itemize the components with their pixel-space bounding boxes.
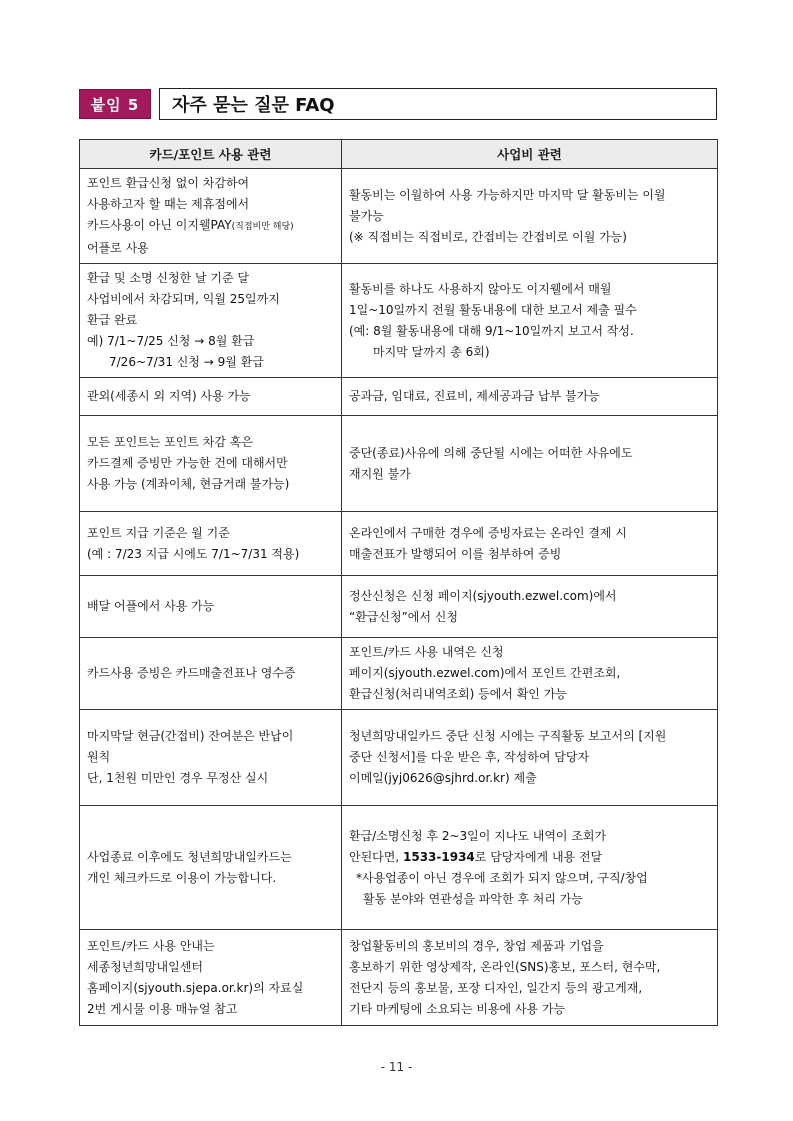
table-cell-right: 공과금, 임대료, 진료비, 제세공과금 납부 불가능 — [342, 378, 718, 416]
table-cell-right: 청년희망내일카드 중단 신청 시에는 구직활동 보고서의 [지원 중단 신청서]를 다운 받은 후, 작성하여 담당자 이메일(jyj0626@sjhrd.or.kr) 제출 — [342, 710, 718, 806]
table-cell-left: 마지막달 현금(간접비) 잔여분은 반납이 원칙 단, 1천원 미만인 경우 무정산 실시 — [80, 710, 342, 806]
table-row — [80, 930, 718, 1026]
table-cell-left: 관외(세종시 외 지역) 사용 가능 — [80, 378, 342, 416]
table-row — [80, 416, 718, 512]
table-cell-right: 창업활동비의 홍보비의 경우, 창업 제품과 기업을 홍보하기 위한 영상제작, 온라인(SNS)홍보, 포스터, 현수막, 전단지 등의 홍보물, 포장 디자인, 일간지 등의 광고게재, 기타 마케팅에 소요되는 비용에 사용 가능 — [342, 930, 718, 1026]
table-row — [80, 378, 718, 416]
table-cell-left: 포인트 환급신청 없이 차감하여 사용하고자 할 때는 제휴점에서 카드사용이 아닌 이지웰PAY(직접비만 해당) 어플로 사용 — [80, 169, 342, 264]
table-header-row — [80, 140, 718, 169]
table-cell-left: 포인트 지급 기준은 월 기준 (예 : 7/23 지급 시에도 7/1~7/31 적용) — [80, 512, 342, 576]
column-header-project-cost: 사업비 관련 — [342, 140, 718, 169]
table-row — [80, 512, 718, 576]
table-cell-right: 활동비는 이월하여 사용 가능하지만 마지막 달 활동비는 이월 불가능 (※ 직접비는 직접비로, 간접비는 간접비로 이월 가능) — [342, 169, 718, 264]
table-row — [80, 710, 718, 806]
page-number: - 11 - — [380, 1060, 413, 1074]
section-header — [79, 88, 717, 120]
table-row — [80, 169, 718, 264]
table-row — [80, 638, 718, 710]
table-row — [80, 576, 718, 638]
table-row — [80, 264, 718, 378]
table-cell-right: 중단(종료)사유에 의해 중단될 시에는 어떠한 사유에도 재지원 불가 — [342, 416, 718, 512]
attachment-badge: 붙임 5 — [79, 89, 151, 119]
column-header-card-point: 카드/포인트 사용 관련 — [80, 140, 342, 169]
table-cell-right: 환급/소명신청 후 2~3일이 지나도 내역이 조회가 안된다면, 1533-1934로 담당자에게 내용 전달 *사용업종이 아닌 경우에 조회가 되지 않으며, 구직/창업 활동 분야와 연관성을 파악한 후 처리 가능 — [342, 806, 718, 930]
table-cell-left: 모든 포인트는 포인트 차감 혹은 카드결제 증빙만 가능한 건에 대해서만 사용 가능 (계좌이체, 현금거래 불가능) — [80, 416, 342, 512]
table-cell-right: 포인트/카드 사용 내역은 신청 페이지(sjyouth.ezwel.com)에서 포인트 간편조회, 환급신청(처리내역조회) 등에서 확인 가능 — [342, 638, 718, 710]
page-title: 자주 묻는 질문 FAQ — [159, 88, 717, 120]
table-cell-right: 정산신청은 신청 페이지(sjyouth.ezwel.com)에서 “환급신청”에서 신청 — [342, 576, 718, 638]
table-cell-left: 포인트/카드 사용 안내는 세종청년희망내일센터 홈페이지(sjyouth.sjepa.or.kr)의 자료실 2번 게시물 이용 매뉴얼 참고 — [80, 930, 342, 1026]
table-cell-left: 배달 어플에서 사용 가능 — [80, 576, 342, 638]
faq-table — [79, 139, 718, 1026]
table-cell-right: 활동비를 하나도 사용하지 않아도 이지웰에서 매월 1일~10일까지 전월 활동내용에 대한 보고서 제출 필수 (예: 8월 활동내용에 대해 9/1~10일까지 보고서 작성. 마지막 달까지 총 6회) — [342, 264, 718, 378]
table-cell-left: 카드사용 증빙은 카드매출전표나 영수증 — [80, 638, 342, 710]
table-cell-left: 환급 및 소명 신청한 날 기준 달 사업비에서 차감되며, 익월 25일까지 환급 완료 예) 7/1~7/25 신청 → 8월 환급 7/26~7/31 신청 → 9월 환급 — [80, 264, 342, 378]
table-cell-left: 사업종료 이후에도 청년희망내일카드는 개인 체크카드로 이용이 가능합니다. — [80, 806, 342, 930]
table-row — [80, 806, 718, 930]
contact-phone: 1533-1934 — [403, 849, 475, 864]
table-cell-right: 온라인에서 구매한 경우에 증빙자료는 온라인 결제 시 매출전표가 발행되어 이를 첨부하여 증빙 — [342, 512, 718, 576]
